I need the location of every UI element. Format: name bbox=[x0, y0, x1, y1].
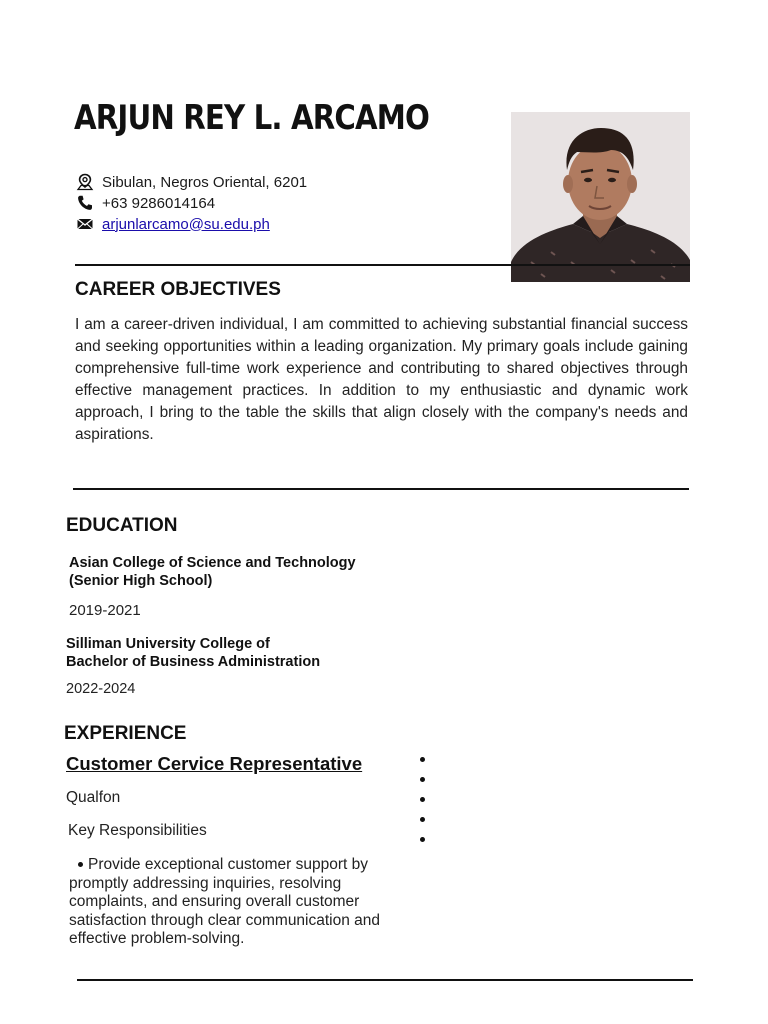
school-years-1: 2019-2021 bbox=[69, 602, 141, 619]
experience-heading: EXPERIENCE bbox=[64, 723, 187, 744]
bullet bbox=[420, 777, 425, 782]
phone-text: +63 9286014164 bbox=[102, 194, 216, 212]
bullet bbox=[78, 862, 83, 867]
school-years-2: 2022-2024 bbox=[66, 681, 136, 697]
header-divider bbox=[75, 264, 690, 266]
section-divider bbox=[73, 488, 689, 490]
address-text: Sibulan, Negros Oriental, 6201 bbox=[102, 173, 308, 191]
location-icon bbox=[76, 173, 94, 191]
responsibility-text: Provide exceptional customer support by promptly addressing inquiries, resolving complaints, and ensuring overall customer satisfaction through clear communication and effective problem-solving. bbox=[69, 856, 381, 947]
key-responsibilities-label: Key Responsibilities bbox=[68, 822, 207, 839]
bullet bbox=[420, 797, 425, 802]
contact-email bbox=[76, 214, 270, 234]
contact-address bbox=[76, 172, 307, 192]
bullet bbox=[420, 837, 425, 842]
school-name-2: Silliman University College of bbox=[66, 636, 270, 652]
bullet bbox=[420, 757, 425, 762]
profile-photo bbox=[511, 112, 690, 282]
company-name: Qualfon bbox=[66, 789, 121, 806]
school-level-1: (Senior High School) bbox=[69, 573, 213, 589]
responsibility-item bbox=[69, 856, 399, 949]
school-name-1: Asian College of Science and Technology bbox=[69, 555, 356, 571]
career-objectives-heading: CAREER OBJECTIVES bbox=[75, 279, 281, 300]
footer-divider bbox=[77, 979, 693, 981]
job-title: Customer Cervice Representative bbox=[66, 753, 363, 774]
email-link[interactable]: arjunlarcamo@su.edu.ph bbox=[102, 215, 270, 233]
school-degree-2: Bachelor of Business Administration bbox=[66, 654, 321, 670]
career-objectives-text: I am a career-driven individual, I am committed to achieving substantial financial success and seeking opportunities within a leading organization. My primary goals include gaining comprehensive full-time work experience and contributing to shared objectives through effective management practices. In addition to my enthusiastic and dynamic work approach, I bring to the table the skills that align closely with the company's needs and aspirations. bbox=[75, 316, 688, 443]
phone-icon bbox=[76, 194, 94, 212]
mail-icon bbox=[76, 215, 94, 233]
bullet bbox=[420, 817, 425, 822]
candidate-name: ARJUN REY L. ARCAMO bbox=[74, 98, 430, 138]
education-heading: EDUCATION bbox=[66, 515, 178, 536]
contact-phone bbox=[76, 193, 215, 213]
